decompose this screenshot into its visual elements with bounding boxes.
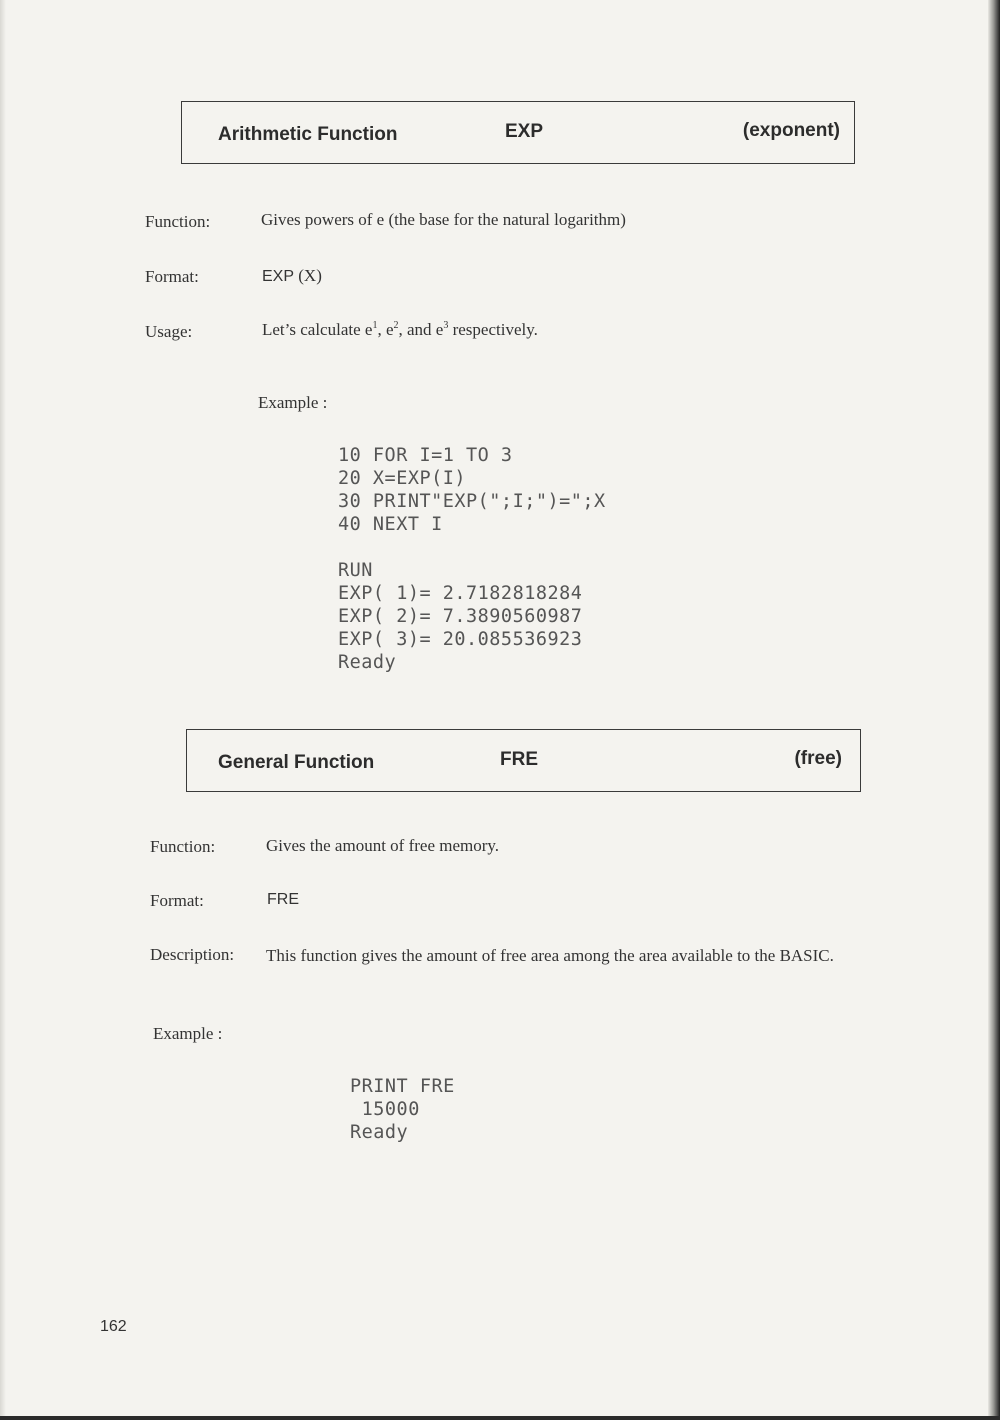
exp-category: Arithmetic Function [218,124,398,145]
usage-prefix: Let’s calculate e [262,320,373,339]
fre-format-text: FRE [267,891,299,908]
fre-example-label: Example : [153,1024,223,1043]
exp-format-value [262,266,322,286]
fre-description-text: This function gives the amount of free area among the area available to the BASIC. [266,946,834,965]
page-edge-shadow [988,0,1000,1420]
usage-sup-1: 1 [372,320,378,331]
fre-function-label: Function: [150,837,216,856]
fre-function-text: Gives the amount of free memory. [266,836,500,855]
exp-code-listing: 10 FOR I=1 TO 3 20 X=EXP(I) 30 PRINT"EXP(";I;")=";X 40 NEXT I RUN EXP( 1)= 2.7182818284 EXP( 2)= 7.3890560987 EXP( 3)= 20.085536923 Ready [338,445,606,673]
page-bottom-edge [0,1416,1000,1420]
exp-format-arg: (X) [298,266,322,285]
exp-function-text: Gives powers of e (the base for the natural logarithm) [261,210,626,229]
fre-name: FRE [500,749,538,770]
exp-header-box [181,101,855,164]
exp-meaning: (exponent) [742,120,840,141]
usage-sup-3: 3 [443,320,449,331]
fre-category: General Function [218,752,375,773]
exp-format-label: Format: [145,267,199,286]
exp-example-label: Example : [258,393,328,412]
exp-usage-label: Usage: [145,322,193,341]
fre-format-label: Format: [150,891,204,910]
page-number: 162 [100,1318,127,1335]
exp-name: EXP [505,121,544,142]
exp-function-label: Function: [145,212,211,231]
usage-suffix: respectively. [448,320,538,339]
page-binding-shadow [0,0,6,1420]
fre-meaning: (free) [794,748,842,769]
exp-usage-text [262,320,538,340]
fre-header-box [186,729,861,792]
usage-sep-2: , and e [398,320,444,339]
exp-format-keyword: EXP [262,268,295,285]
fre-description-label: Description: [150,945,235,964]
usage-sup-2: 2 [393,320,399,331]
fre-code-listing: PRINT FRE 15000 Ready [350,1076,455,1143]
usage-sep-1: , e [377,320,394,339]
